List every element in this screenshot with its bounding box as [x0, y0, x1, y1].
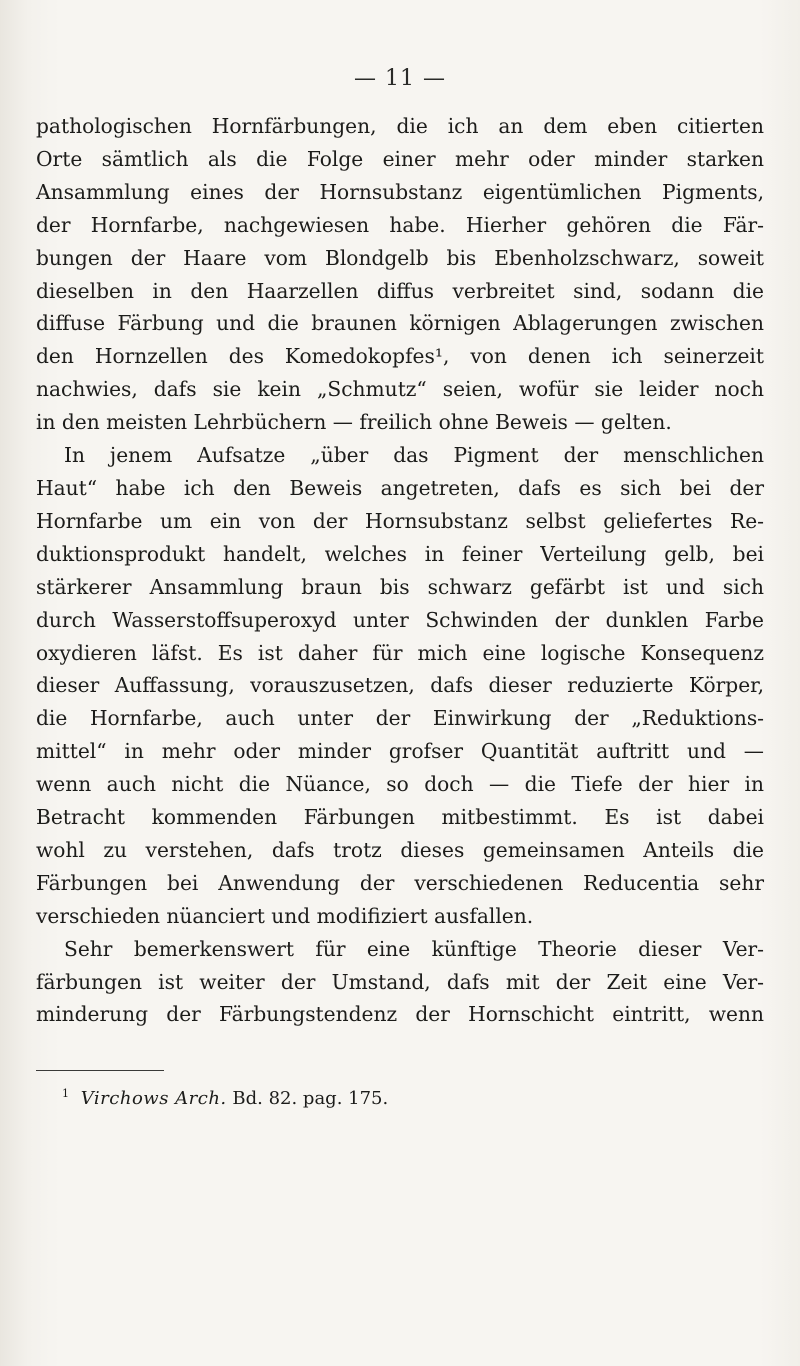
footnote-author: Virchows Arch.	[80, 1088, 227, 1109]
text-line: der Hornfarbe, nachgewiesen habe. Hierher gehören die Fär-	[36, 212, 764, 237]
text-line: Haut“ habe ich den Beweis angetreten, dafs es sich bei der	[36, 475, 764, 500]
page-number-header: — 11 —	[354, 66, 446, 91]
text-line: in den meisten Lehrbüchern — freilich ohne Beweis — gelten.	[36, 410, 672, 435]
text-line: Ansammlung eines der Hornsubstanz eigentümlichen Pigments,	[36, 179, 764, 204]
text-line: bungen der Haare vom Blondgelb bis Ebenholzschwarz, soweit	[36, 245, 764, 270]
text-line: stärkerer Ansammlung braun bis schwarz gefärbt ist und sich	[36, 574, 764, 599]
text-line: den Hornzellen des Komedokopfes¹, von denen ich seinerzeit	[36, 344, 764, 369]
text-line: durch Wasserstoffsuperoxyd unter Schwinden der dunklen Farbe	[36, 607, 764, 632]
text-line: diffuse Färbung und die braunen körnigen Ablagerungen zwischen	[36, 311, 764, 336]
footnote-reference: Bd. 82. pag. 175.	[232, 1088, 389, 1109]
text-line: Betracht kommenden Färbungen mitbestimmt. Es ist dabei	[36, 805, 764, 830]
text-line: nachwies, dafs sie kein „Schmutz“ seien, wofür sie leider noch	[36, 377, 764, 402]
text-line: mittel“ in mehr oder minder grofser Quantität auftritt und —	[36, 739, 764, 764]
text-line: die Hornfarbe, auch unter der Einwirkung der „Reduktions-	[36, 706, 764, 731]
text-line: pathologischen Hornfärbungen, die ich an dem eben citierten	[36, 114, 764, 138]
footnote	[62, 1081, 388, 1112]
text-line: Orte sämtlich als die Folge einer mehr oder minder starken	[36, 146, 764, 171]
text-line: färbungen ist weiter der Umstand, dafs mit der Zeit eine Ver-	[36, 969, 764, 994]
text-line: In jenem Aufsatze „über das Pigment der menschlichen	[64, 443, 764, 468]
footnote-mark: 1	[62, 1087, 69, 1100]
text-line: oxydieren läfst. Es ist daher für mich eine logische Konsequenz	[36, 640, 764, 665]
text-line: duktionsprodukt handelt, welches in feiner Verteilung gelb, bei	[36, 541, 764, 566]
text-line: wenn auch nicht die Nüance, so doch — die Tiefe der hier in	[36, 772, 764, 797]
text-line: minderung der Färbungstendenz der Hornschicht eintritt, wenn	[36, 1002, 764, 1027]
text-line: Sehr bemerkenswert für eine künftige Theorie dieser Ver-	[64, 936, 764, 961]
text-line: verschieden nüanciert und modifiziert ausfallen.	[36, 903, 534, 928]
text-line: Färbungen bei Anwendung der verschiedenen Reducentia sehr	[36, 870, 764, 895]
text-line: Hornfarbe um ein von der Hornsubstanz selbst geliefertes Re-	[36, 508, 764, 533]
text-line: dieser Auffassung, vorauszusetzen, dafs dieser reduzierte Körper,	[36, 673, 764, 698]
text-line: dieselben in den Haarzellen diffus verbreitet sind, sodann die	[36, 278, 764, 303]
text-line: wohl zu verstehen, dafs trotz dieses gemeinsamen Anteils die	[36, 837, 764, 862]
body-text	[36, 110, 764, 1031]
footnote-divider	[36, 1070, 164, 1071]
